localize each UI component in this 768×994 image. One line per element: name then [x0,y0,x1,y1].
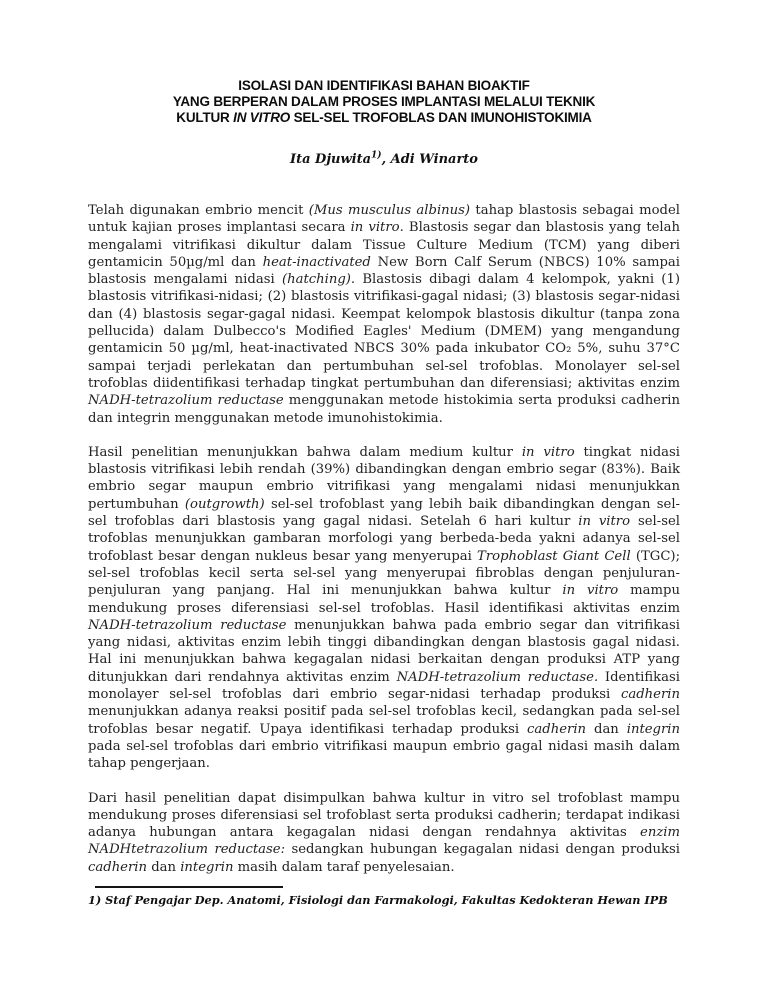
text-segment: heat-inactivated [262,254,371,270]
text-segment: menunjukkan adanya reaksi positif pada sel-sel trofoblas kecil, sedangkan pada sel-sel trofoblas besar negatif. Upaya identifikasi terhadap produksi [88,704,680,737]
text-segment: sel-sel trofoblas menunjukkan gambaran morfologi yang berbeda-beda yakni adanya sel-sel trofoblast besar dengan nukleus besar yang menyerupai [88,514,680,564]
text-segment: masih dalam taraf penyelesaian. [233,859,455,875]
text-segment: sel-sel trofoblast yang lebih baik dibandingkan dengan sel-sel trofoblas dari blastosis yang gagal nidasi. Setelah 6 hari kultur [88,496,680,530]
text-segment: tahap blastosis sebagai model untuk kajian proses implantasi secara [88,203,680,236]
text-segment: IN VITRO [233,110,291,125]
text-segment: New Born Calf Serum (NBCS) 10% sampai blastosis mengalami nidasi [88,254,680,288]
text-segment: dan [147,859,181,875]
text-segment: (hatching). [281,272,356,288]
text-segment: SEL-SEL TROFOBLAS DAN IMUNOHISTOKIMIA [290,110,592,125]
text-segment: KULTUR [176,110,234,125]
text-segment: NADH-tetrazolium reductase [88,393,284,409]
text-segment: sedangkan hubungan kegagalan nidasi dengan produksi [285,842,680,858]
text-segment: in vitro [562,583,619,599]
footnote-block [88,886,680,907]
abstract-paragraph-3 [88,790,680,876]
abstract-body [88,202,680,876]
text-segment: dan [586,721,627,737]
text-segment: in vitro [350,220,400,236]
text-segment: menunjukkan bahwa pada embrio segar dan vitrifikasi yang nidasi, aktivitas enzim lebih tinggi dibandingkan dengan blastosis gagal nidasi. Hal ini menunjukkan bahwa kegagalan nidasi berkaitan dengan produksi ATP yang ditunjukkan dari rendahnya aktivitas enzim [88,617,681,685]
text-segment: Telah digunakan embrio mencit [88,203,309,218]
text-segment: (Mus musculus albinus) [308,203,471,218]
text-segment: , Adi Winarto [381,152,478,167]
text-segment: ISOLASI DAN IDENTIFIKASI BAHAN BIOAKTIF [238,78,530,93]
paper-title-line-3 [88,110,680,126]
text-segment: (TGC); sel-sel trofoblas kecil serta sel-sel yang menyerupai fibroblas dengan penjuluran-penjuluran yang panjang. Hal ini menunjukkan bahwa kultur [88,548,681,599]
text-segment: 1) [371,150,382,161]
text-segment: Trophoblast Giant Cell [477,548,631,564]
text-segment: tingkat nidasi blastosis vitrifikasi lebih rendah (39%) dibandingkan dengan embrio segar (83%). Baik embrio segar maupun embrio vitrifikasi yang mengalami nidasi menunjukkan pertumbuhan [88,444,680,512]
text-segment: cadherin [620,687,680,703]
abstract-paragraph-2 [88,444,680,773]
abstract-paragraph-1 [88,202,680,427]
text-segment: menggunakan metode histokimia serta produksi cadherin dan integrin menggunakan metode imunohistokimia. [88,393,681,426]
text-segment: Ita Djuwita [290,152,372,167]
text-segment: NADH-tetrazolium reductase. [396,669,599,685]
paper-title [88,78,680,126]
text-segment: Dari hasil penelitian dapat disimpulkan bahwa kultur in vitro sel trofoblast mampu mendukung proses diferensiasi sel trofoblast serta produksi cadherin; terdapat indikasi adanya hubungan antara kegagalan nidasi dengan rendahnya aktivitas [88,790,680,841]
text-segment: enzim NADHtetrazolium reductase: [88,825,680,858]
text-segment: mampu mendukung proses diferensiasi sel-sel trofoblas. Hasil identifikasi aktivitas enzim [88,583,680,616]
text-segment: (outgrowth) [184,496,265,512]
text-segment: cadherin [527,721,587,737]
text-segment: integrin [180,859,234,875]
text-segment: cadherin [88,859,148,875]
footnote-separator-rule [95,886,283,888]
footnote-text: 1) Staf Pengajar Dep. Anatomi, Fisiologi dan Farmakologi, Fakultas Kedokteran Hewan IPB [88,893,668,907]
authors-line [88,152,680,167]
text-segment: Identifikasi monolayer sel-sel trofoblas dari embrio segar-nidasi terhadap produksi [88,669,681,703]
text-segment: NADH-tetrazolium reductase [88,617,287,633]
paper-title-line-1 [88,78,680,94]
text-segment: pada sel-sel trofoblas dari embrio vitrifikasi maupun embrio gagal nidasi masih dalam tahap pengerjaan. [88,738,680,772]
text-segment: in vitro [578,514,631,530]
text-segment: Blastosis dibagi dalam 4 kelompok, yakni (1) blastosis vitrifikasi-nidasi; (2) blastosis vitrifikasi-gagal nidasi; (3) blastosis segar-nidasi dan (4) blastosis segar-gagal nidasi. Keempat kelompok blastosis dikultur (tanpa zona pellucida) dalam Dulbecco's Modified Eagles' Medium (DMEM) yang mengandung gentamicin 50 µg/ml, heat-inactivated NBCS 30% pada inkubator CO₂ 5%, suhu 37°C sampai terjadi perlekatan dan pertumbuhan sel-sel trofoblas. Monolayer sel-sel trofoblas diidentifikasi terhadap tingkat pertumbuhan dan diferensiasi; aktivitas enzim [88,272,680,391]
paper-title-line-2 [88,94,680,110]
text-segment: . Blastosis segar dan blastosis yang telah mengalami vitrifikasi dikultur dalam Tissue Culture Medium (TCM) yang diberi gentamicin 50µg/ml dan [88,220,680,270]
text-segment: YANG BERPERAN DALAM PROSES IMPLANTASI MELALUI TEKNIK [172,94,596,109]
text-segment: integrin [626,721,681,737]
text-segment: Hasil penelitian menunjukkan bahwa dalam medium kultur [88,444,522,460]
text-segment: in vitro [521,444,575,460]
